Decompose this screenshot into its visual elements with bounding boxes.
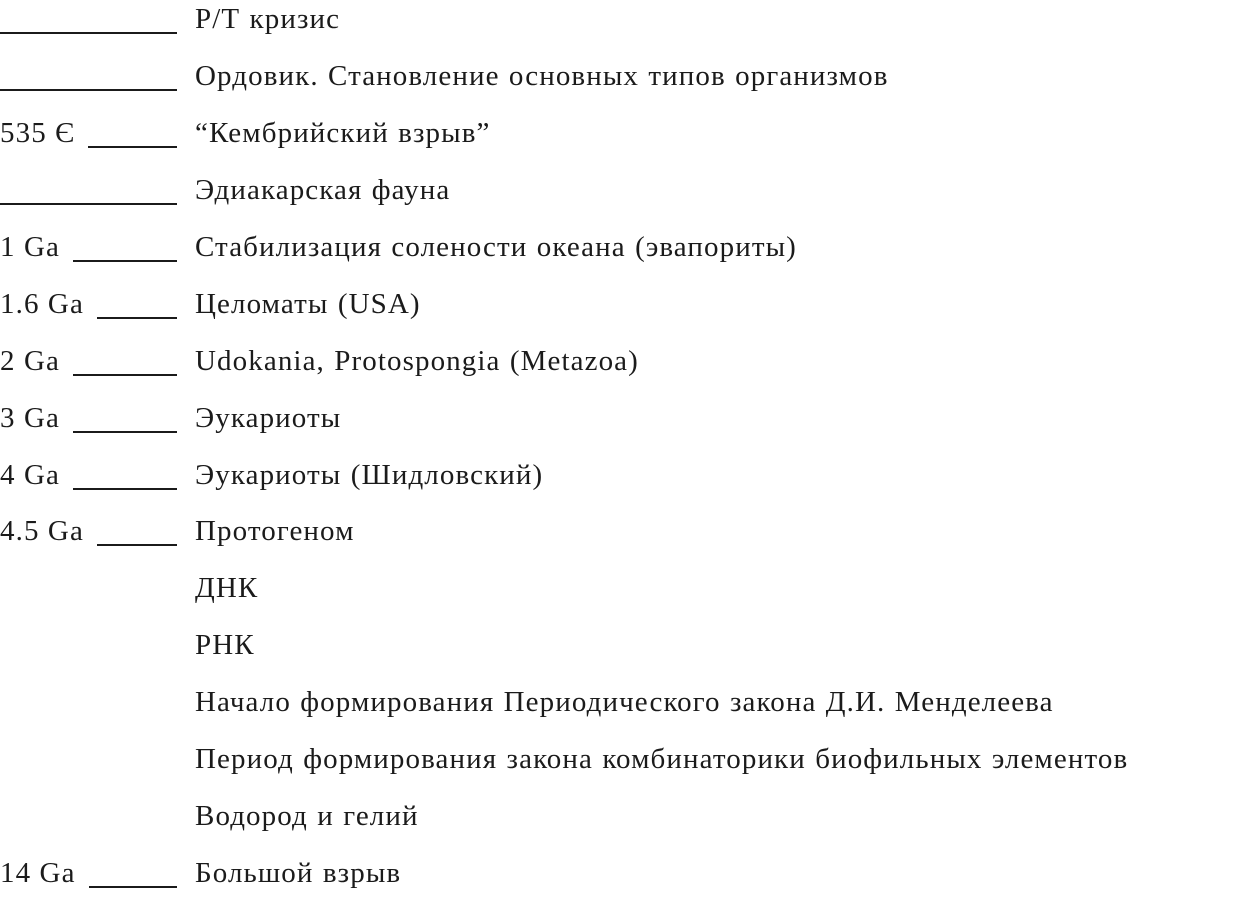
timeline-row: [0, 856, 1244, 913]
time-label: 3 Ga: [0, 401, 60, 434]
blank-line: [0, 173, 177, 205]
timeline-row: [0, 571, 1244, 628]
time-label: 14 Ga: [0, 857, 76, 890]
blank-line: [97, 287, 177, 319]
event-label: Р/Т кризис: [195, 3, 341, 35]
event-label: Протогеном: [195, 515, 355, 548]
timeline-left-cell: [0, 173, 177, 205]
event-label: Udokania, Protospongia (Metazoa): [195, 344, 639, 377]
timeline-left-cell: [0, 344, 177, 378]
event-label: РНК: [195, 629, 255, 662]
time-label: 535 Є: [0, 116, 76, 149]
time-label: 1 Ga: [0, 230, 60, 263]
blank-line: [73, 230, 177, 262]
blank-line: [73, 344, 177, 376]
timeline-row: [0, 401, 1244, 458]
timeline-row: [0, 287, 1244, 344]
time-label: 4.5 Ga: [0, 515, 84, 548]
timeline-left-cell: [0, 230, 177, 264]
timeline-row: [0, 458, 1244, 515]
blank-line: [97, 514, 177, 546]
timeline-left-cell: [0, 458, 177, 492]
timeline-row: [0, 230, 1244, 287]
blank-line: [88, 116, 177, 148]
timeline-row: [0, 59, 1244, 116]
timeline-left-cell: [0, 401, 177, 435]
timeline-row: [0, 742, 1244, 799]
timeline-row: [0, 799, 1244, 856]
timeline-row: [0, 628, 1244, 685]
event-label: Ордовик. Становление основных типов организмов: [195, 59, 889, 92]
event-label: Эукариоты: [195, 401, 342, 434]
event-label: Эукариоты (Шидловский): [195, 458, 544, 491]
timeline-left-cell: [0, 116, 177, 150]
blank-line: [89, 856, 177, 888]
blank-line: [0, 2, 177, 34]
blank-line: [0, 59, 177, 91]
timeline-row: [0, 344, 1244, 401]
blank-line: [73, 401, 177, 433]
timeline-row: [0, 2, 1244, 59]
event-label: Водород и гелий: [195, 800, 419, 833]
time-label: 2 Ga: [0, 344, 60, 377]
timeline-left-cell: [0, 2, 177, 34]
event-label: Период формирования закона комбинаторики биофильных элементов: [195, 743, 1129, 776]
timeline-left-cell: [0, 514, 177, 548]
event-label: Целоматы (USA): [195, 287, 421, 320]
timeline-row: [0, 514, 1244, 571]
event-label: “Кембрийский взрыв”: [195, 116, 491, 149]
timeline-left-cell: [0, 59, 177, 91]
time-label: 4 Ga: [0, 458, 60, 491]
timeline-row: [0, 685, 1244, 742]
blank-line: [73, 458, 177, 490]
event-label: Стабилизация солености океана (эвапориты): [195, 230, 797, 263]
event-label: Большой взрыв: [195, 857, 402, 890]
timeline-left-cell: [0, 287, 177, 321]
event-label: Эдиакарская фауна: [195, 173, 451, 206]
event-label: Начало формирования Периодического закона Д.И. Менделеева: [195, 686, 1054, 719]
timeline-row: [0, 116, 1244, 173]
timeline-row: [0, 173, 1244, 230]
timeline-left-cell: [0, 856, 177, 890]
event-label: ДНК: [195, 572, 259, 605]
time-label: 1.6 Ga: [0, 287, 84, 320]
